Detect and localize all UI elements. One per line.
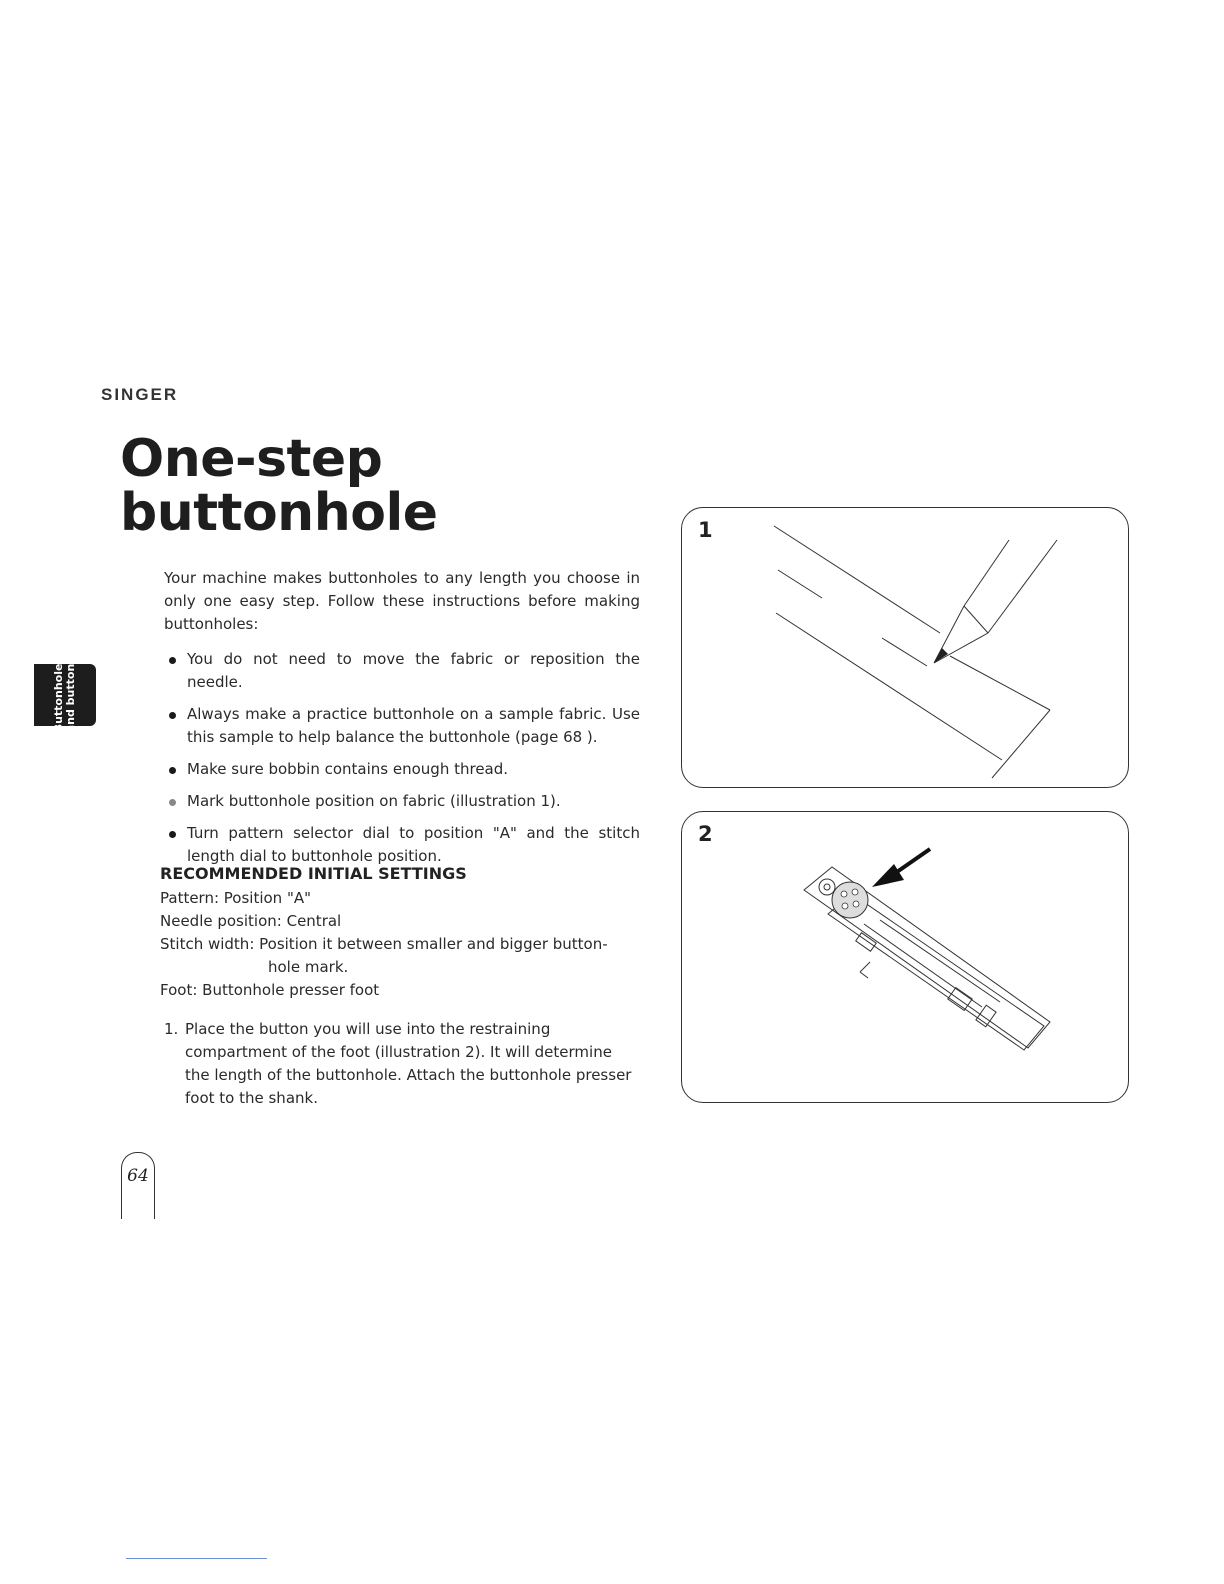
bullet-item	[164, 648, 640, 694]
page-title	[120, 429, 438, 543]
illustration-1-label: 1	[698, 518, 713, 542]
step-item	[164, 1018, 640, 1110]
bullet-text: Make sure bobbin contains enough thread.	[187, 760, 509, 778]
intro-section	[164, 567, 640, 877]
pointer-arrow-icon	[872, 849, 930, 887]
setting-stitch-width-cont: hole mark.	[268, 958, 349, 976]
setting-stitch-width: Stitch width: Position it between smaller and bigger button-	[160, 935, 608, 953]
recommended-settings	[160, 862, 640, 1002]
step-text: Place the button you will use into the restraining compartment of the foot (illustration 2). It will determine the length of the buttonhole. Attach the buttonhole presser foot to the shank.	[185, 1020, 632, 1107]
setting-foot: Foot: Buttonhole presser foot	[160, 981, 380, 999]
page-title-line-2: buttonhole	[120, 483, 438, 543]
bullet-dot-icon	[169, 799, 176, 806]
illustration-2-label: 2	[698, 822, 713, 846]
bullet-text: You do not need to move the fabric or reposition the needle.	[187, 650, 640, 691]
bullet-item	[164, 758, 640, 781]
instruction-bullets	[164, 648, 640, 868]
brand-logo: SINGER	[101, 385, 179, 404]
buttonhole-foot-illustration	[682, 812, 1128, 1102]
page-title-line-1: One-step	[120, 429, 383, 489]
bullet-dot-icon	[169, 712, 176, 719]
setting-needle-position: Needle position: Central	[160, 912, 342, 930]
intro-paragraph: Your machine makes buttonholes to any length you choose in only one easy step. Follow these instructions before making buttonholes:	[164, 569, 640, 633]
bullet-text: Mark buttonhole position on fabric (illustration 1).	[187, 792, 561, 810]
page-number: 64	[127, 1166, 149, 1186]
bullet-dot-icon	[169, 657, 176, 664]
section-tab	[34, 657, 96, 733]
numbered-steps	[164, 1018, 640, 1110]
page-number-tab	[121, 1152, 155, 1219]
setting-pattern: Pattern: Position "A"	[160, 889, 312, 907]
bullet-item	[164, 790, 640, 813]
bullet-dot-icon	[169, 831, 176, 838]
illustration-2-panel	[681, 811, 1129, 1103]
bottom-divider	[126, 1558, 267, 1559]
step-number: 1.	[164, 1020, 179, 1038]
bullet-dot-icon	[169, 767, 176, 774]
settings-heading: RECOMMENDED INITIAL SETTINGS	[160, 864, 467, 883]
bullet-item	[164, 703, 640, 749]
section-tab-label: Buttonholes and buttons	[52, 657, 77, 733]
bullet-text: Always make a practice buttonhole on a sample fabric. Use this sample to help balance the buttonhole (page 68 ).	[187, 705, 640, 746]
illustration-1-panel	[681, 507, 1129, 788]
bullet-text: Turn pattern selector dial to position "A" and the stitch length dial to buttonhole position.	[187, 824, 640, 865]
fabric-marking-illustration	[682, 508, 1128, 787]
